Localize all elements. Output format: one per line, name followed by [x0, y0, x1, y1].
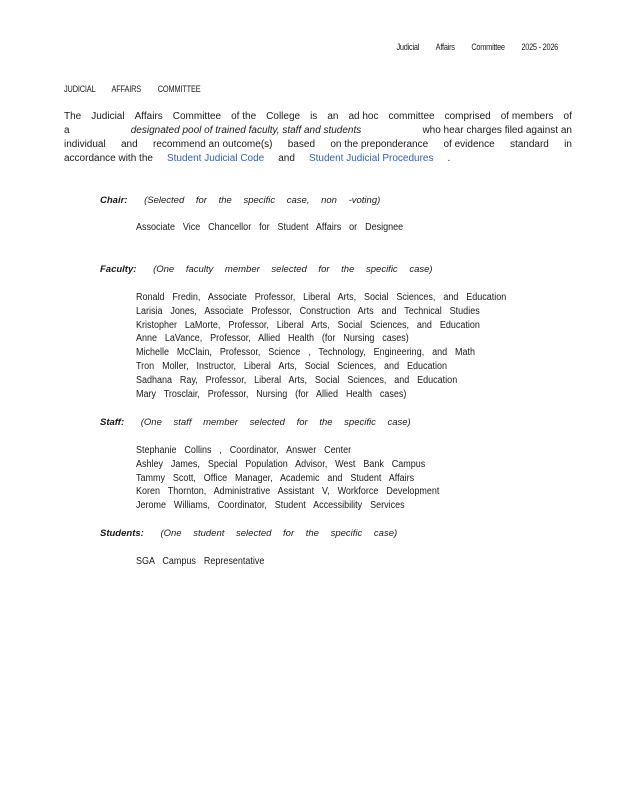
staff-members — [136, 444, 439, 513]
intro-word: recommend an outcome(s) — [152, 139, 273, 150]
faculty-note: (One faculty member selected for the specific case) — [153, 264, 433, 275]
chair-members — [136, 221, 403, 235]
member-line: SGA Campus Representative — [136, 556, 265, 567]
intro-word: ad hoc — [348, 111, 379, 122]
intro-word: is — [310, 111, 318, 122]
intro-word: The — [64, 111, 82, 122]
intro-period: . — [447, 153, 451, 164]
intro-word: of evidence — [443, 139, 495, 150]
intro-word: Judicial — [91, 111, 125, 122]
intro-word: on the preponderance — [330, 139, 429, 150]
member-line: Jerome Williams, Coordinator, Student Accessibility Services — [136, 500, 405, 512]
member-line: Ronald Fredin, Associate Professor, Liberal Arts, Social Sciences, and Education — [136, 292, 507, 303]
member-line: Ashley James, Special Population Advisor, West Bank Campus — [136, 458, 426, 470]
header-word-2: Affairs — [435, 42, 455, 52]
intro-word: individual — [64, 139, 106, 150]
member-line: Sadhana Ray, Professor, Liberal Arts, Social Sciences, and Education — [136, 374, 458, 386]
member-line: Koren Thornton, Administrative Assistant V, Workforce Development — [136, 486, 440, 498]
chair-label: Chair: — [100, 195, 128, 206]
member-line: Kristopher LaMorte, Professor, Liberal Arts, Social Sciences, and Education — [136, 319, 480, 331]
staff-note: (One staff member selected for the specific case) — [140, 417, 411, 428]
document-title: JUDICIAL AFFAIRS COMMITTEE — [64, 84, 201, 94]
member-line: Associate Vice Chancellor for Student Affairs or Designee — [136, 222, 404, 233]
intro-word: and — [278, 153, 295, 164]
intro-word: a — [64, 125, 70, 136]
member-line: Anne LaVance, Professor, Allied Health (for Nursing cases) — [136, 333, 409, 345]
member-line: Michelle McClain, Professor, Science , Technology, Engineering, and Math — [136, 347, 476, 359]
intro-word: of the — [231, 111, 257, 122]
intro-line-2 — [64, 124, 572, 138]
faculty-members — [136, 291, 506, 401]
chair-note: (Selected for the specific case, non -voting) — [144, 195, 381, 206]
intro-word: College — [266, 111, 301, 122]
intro-word: standard — [509, 139, 549, 150]
student-judicial-procedures-link[interactable]: Student Judicial Procedures — [308, 153, 434, 164]
member-line: Tammy Scott, Office Manager, Academic and Student Affairs — [136, 472, 415, 484]
intro-line-1 — [64, 110, 572, 124]
member-line: Mary Trosclair, Professor, Nursing (for Allied Health cases) — [136, 388, 407, 400]
intro-word: an — [327, 111, 339, 122]
staff-heading — [100, 417, 411, 428]
intro-italic-words: designated pool of trained faculty, staff and students — [130, 125, 362, 136]
member-line: Tron Moller, Instructor, Liberal Arts, Social Sciences, and Education — [136, 360, 448, 372]
chair-heading — [100, 195, 380, 206]
intro-word: Committee — [172, 111, 222, 122]
header-years: 2025 - 2026 — [521, 42, 558, 52]
students-note: (One student selected for the specific case) — [160, 528, 398, 539]
intro-line-3 — [64, 138, 572, 152]
students-heading — [100, 528, 397, 539]
intro-word: in — [564, 139, 572, 150]
intro-line-4 — [64, 152, 572, 166]
header-word-1: Judicial — [396, 42, 420, 52]
faculty-label: Faculty: — [100, 264, 137, 275]
students-label: Students: — [100, 528, 144, 539]
header-word-3: Committee — [471, 42, 505, 52]
intro-paragraph — [64, 110, 572, 166]
intro-word: and — [121, 139, 138, 150]
intro-word: of — [563, 111, 572, 122]
intro-word: comprised — [444, 111, 491, 122]
intro-words: accordance with the — [64, 153, 153, 164]
intro-word: Affairs — [134, 111, 163, 122]
intro-words: who hear charges filed against an — [422, 125, 572, 136]
member-line: Larisia Jones, Associate Professor, Construction Arts and Technical Studies — [136, 305, 480, 317]
member-line: Stephanie Collins , Coordinator, Answer Center — [136, 445, 352, 456]
intro-word: of members — [500, 111, 554, 122]
running-header — [382, 42, 558, 52]
students-members — [136, 555, 264, 569]
intro-word: committee — [388, 111, 435, 122]
faculty-heading — [100, 264, 433, 275]
staff-label: Staff: — [100, 417, 125, 428]
student-judicial-code-link[interactable]: Student Judicial Code — [166, 153, 265, 164]
intro-word: based — [287, 139, 316, 150]
